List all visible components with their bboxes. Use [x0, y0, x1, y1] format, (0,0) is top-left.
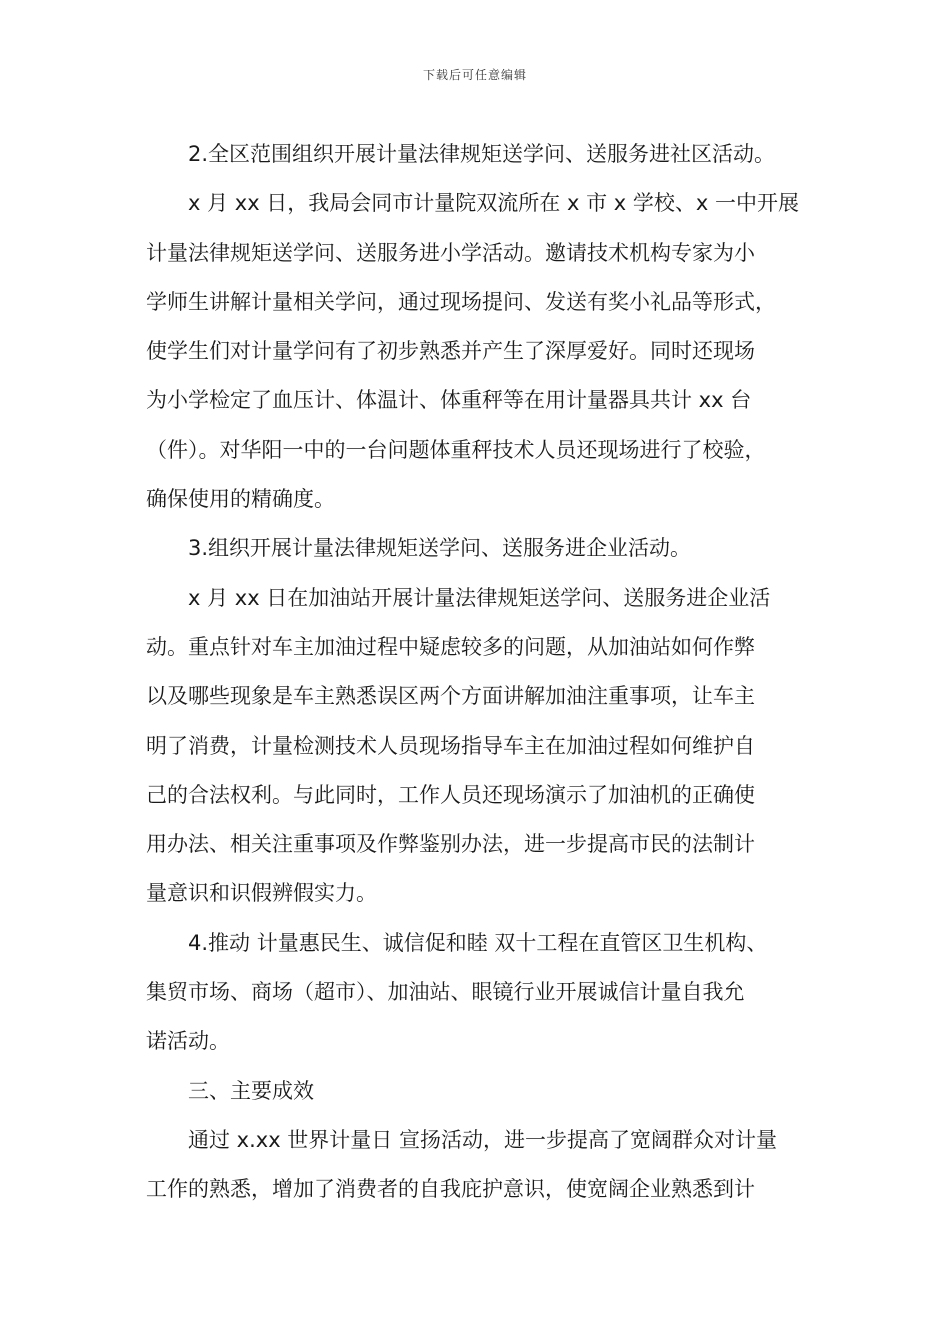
- text-line: 明了消费，计量检测技术人员现场指导车主在加油过程如何维护自: [146, 733, 755, 758]
- text-line: 通过 x.xx 世界计量日 宣扬活动，进一步提高了宽阔群众对计量: [188, 1127, 777, 1152]
- text-line: 3.组织开展计量法律规矩送学问、送服务进企业活动。: [188, 536, 692, 561]
- text-line: 2.全区范围组织开展计量法律规矩送学问、送服务进社区活动。: [188, 142, 776, 166]
- text-line: 计量法律规矩送学问、送服务进小学活动。邀请技术机构专家为小: [146, 240, 755, 265]
- text-line: x 月 xx 日在加油站开展计量法律规矩送学问、送服务进企业活: [188, 585, 771, 610]
- header-note: 下载后可任意编辑: [422, 68, 527, 82]
- section-heading: 三、主要成效: [188, 1078, 314, 1103]
- text-line: 使学生们对计量学问有了初步熟悉并产生了深厚爱好。同时还现场: [146, 339, 755, 364]
- text-line: 己的合法权利。与此同时，工作人员还现场演示了加油机的正确使: [146, 782, 755, 807]
- text-line: 为小学检定了血压计、体温计、体重秤等在用计量器具共计 xx 台: [146, 388, 752, 413]
- text-line: 学师生讲解计量相关学问，通过现场提问、发送有奖小礼品等形式，: [146, 289, 776, 314]
- text-line: x 月 xx 日，我局会同市计量院双流所在 x 市 x 学校、x 一中开展: [188, 191, 799, 216]
- text-line: 量意识和识假辨假实力。: [146, 881, 377, 906]
- text-line: 诺活动。: [146, 1029, 230, 1054]
- text-line: 工作的熟悉，增加了消费者的自我庇护意识，使宽阔企业熟悉到计: [146, 1177, 755, 1202]
- text-line: 用办法、相关注重事项及作弊鉴别办法，进一步提高市民的法制计: [146, 832, 755, 857]
- text-line: 集贸市场、商场（超市）、加油站、眼镜行业开展诚信计量自我允: [146, 980, 745, 1005]
- text-line: 确保使用的精确度。: [146, 487, 335, 512]
- text-line: 4.推动 计量惠民生、诚信促和睦 双十工程在直管区卫生机构、: [188, 930, 768, 955]
- text-line: 动。重点针对车主加油过程中疑虑较多的问题，从加油站如何作弊: [146, 634, 755, 659]
- document-body: [146, 130, 826, 1215]
- text-line: 以及哪些现象是车主熟悉误区两个方面讲解加油注重事项，让车主: [146, 684, 755, 709]
- text-line: （件）。对华阳一中的一台问题体重秤技术人员还现场进行了校验，: [146, 437, 766, 462]
